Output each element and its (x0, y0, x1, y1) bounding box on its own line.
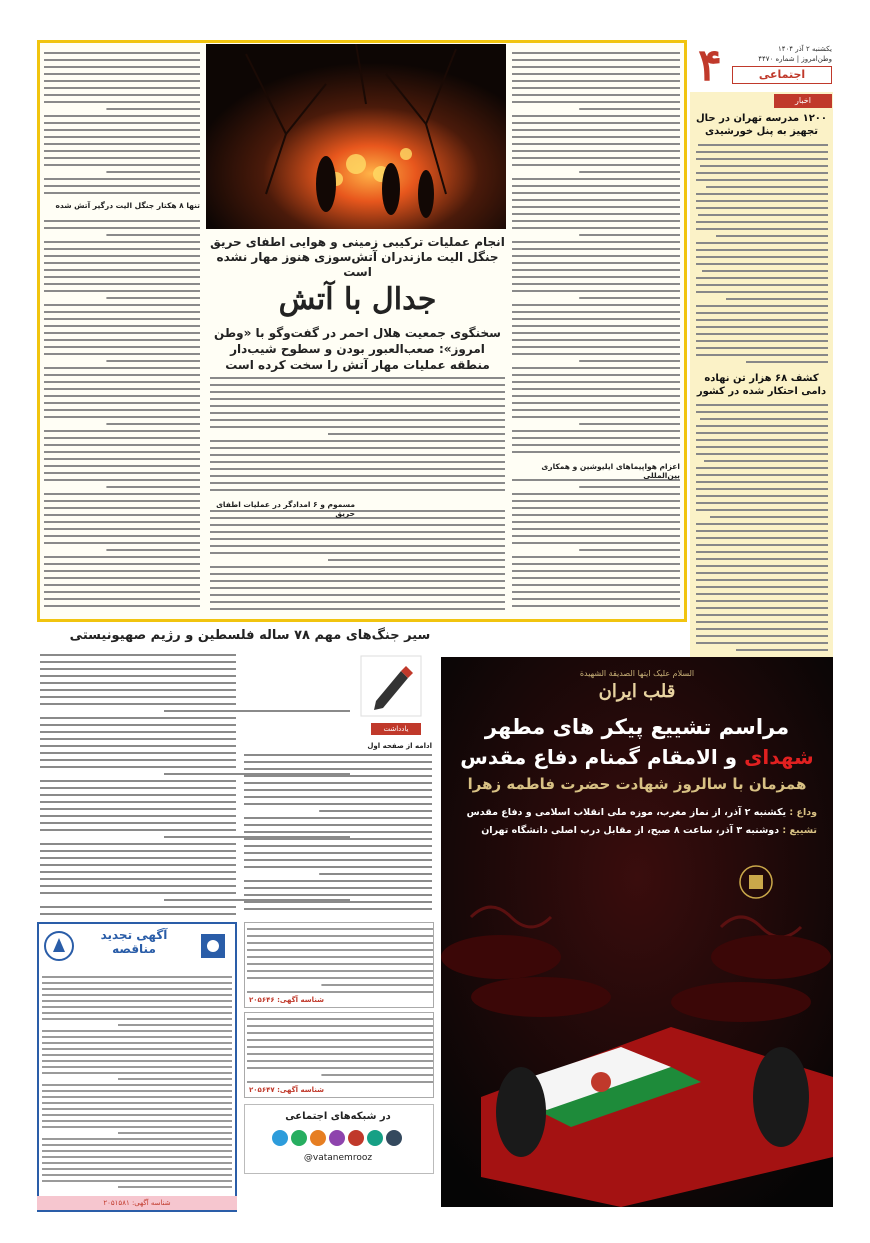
tender-body (42, 974, 232, 1192)
editorial-continuation: ادامه از صفحه اول (367, 742, 432, 750)
lead-subtitle-3: مسموم و ۶ امدادگر در عملیات اطفای حریق (216, 500, 355, 518)
text-lines (44, 50, 200, 610)
bale-icon[interactable] (310, 1130, 326, 1146)
lead-body-right (512, 50, 680, 610)
notice-1 (244, 922, 434, 1008)
lead-subtitle-1: تنها ۸ هکتار جنگل الیت درگیر آتش شده (55, 201, 200, 210)
soroush-icon[interactable] (386, 1130, 402, 1146)
tender-title: آگهی تجدید مناقصه (100, 928, 168, 956)
tender-footer: شناسه آگهی: ۲۰۵۱۵۸۱ (37, 1196, 237, 1210)
lead-body-left (44, 50, 200, 610)
editorial-label: یادداشت (371, 723, 421, 735)
lead-subtitle-2: اعزام هواپیماهای ایلیوشین و همکاری بین‌المللی (541, 462, 680, 480)
news-story-1-title: ۱۲۰۰ مدرسه تهران در حال تجهیز به پنل خورشیدی (695, 113, 828, 137)
text-lines (42, 974, 232, 1192)
lead-subhead: سخنگوی جمعیت هلال احمر در گفت‌وگو با «وطن امروز»: صعب‌العبور بودن و سطوح شیب‌دار منطقه عملیات مهار آتش را سخت کرده است (214, 326, 501, 372)
whatsapp-icon[interactable] (291, 1130, 307, 1146)
rubika-icon[interactable] (367, 1130, 383, 1146)
ad-title-2-white: و الامقام گمنام دفاع مقدس (460, 745, 738, 769)
issue-info (732, 44, 832, 64)
social-handle[interactable]: @vatanemrooz (303, 1153, 373, 1163)
ad-vida-label: وداع : (789, 807, 817, 818)
text-lines (210, 375, 505, 615)
text-lines (512, 50, 680, 610)
ad-vida (457, 807, 817, 818)
social-box (244, 1104, 434, 1174)
social-title: در شبکه‌های اجتماعی (285, 1111, 391, 1122)
eitaa-icon[interactable] (329, 1130, 345, 1146)
telegram-icon[interactable] (272, 1130, 288, 1146)
text-lines (696, 142, 828, 364)
lead-body-middle (210, 375, 505, 615)
news-story-1-body (696, 142, 828, 364)
section-title: اجتماعی (732, 66, 832, 84)
text-lines (696, 402, 828, 660)
ad-tashyi-label: تشییع : (782, 825, 817, 836)
news-story-2-title: کشف ۶۸ هزار تن نهاده دامی احتکار شده در کشور (696, 373, 827, 397)
ad-top-line: السلام علیک ایتها الصدیقة الشهیدة (579, 669, 695, 678)
ad-tashyi (457, 825, 817, 836)
ad-title-2 (451, 745, 823, 769)
funeral-ad (441, 657, 833, 1207)
editorial-body-2 (244, 752, 432, 917)
ad-tashyi-text: دوشنبه ۳ آذر، ساعت ۸ صبح، از مقابل درب اصلی دانشگاه تهران (481, 825, 780, 836)
notice-1-code: شناسه آگهی: ۲۰۵۶۴۶ (249, 996, 324, 1004)
lead-kicker: انجام عملیات ترکیبی زمینی و هوایی اطفای حریق جنگل الیت مازندران آتش‌سوزی هنوز مهار نشده است (210, 235, 505, 279)
issue-paper: وطن‌امروز | شماره ۴۴۷۰ (758, 55, 832, 63)
editorial-title: سیر جنگ‌های مهم ۷۸ ساله فلسطین و رژیم صهیونیستی (69, 628, 431, 643)
ad-title-1: مراسم تشییع پیکر های مطهر (484, 715, 790, 739)
text-lines (247, 1016, 433, 1086)
notice-2 (244, 1012, 434, 1098)
notice-2-code: شناسه آگهی: ۲۰۵۶۴۷ (249, 1086, 324, 1094)
pen-icon (356, 651, 426, 721)
news-story-2-body (696, 402, 828, 660)
news-tag: اخبار (774, 94, 832, 108)
text-lines (247, 926, 433, 996)
issue-date: یکشنبه ۲ آذر ۱۴۰۴ (778, 45, 832, 53)
ad-title-3: همزمان با سالروز شهادت حضرت فاطمه زهرا (467, 775, 807, 793)
ad-logo: قلب ایران (598, 681, 676, 702)
ad-vida-text: یکشنبه ۲ آذر، از نماز مغرب، موزه ملی انقلاب اسلامی و دفاع مقدس (466, 807, 787, 818)
company-emblem-icon (197, 930, 229, 962)
text-lines (244, 752, 432, 917)
tender-header (39, 924, 235, 970)
ad-title-2-red: شهدای (744, 745, 814, 769)
company-logo-icon (43, 930, 75, 962)
fire-photo (206, 44, 506, 229)
page-number: ۴ (698, 40, 722, 91)
social-icons (271, 1129, 405, 1147)
aparat-icon[interactable] (348, 1130, 364, 1146)
lead-headline: جدال با آتش (278, 282, 437, 317)
